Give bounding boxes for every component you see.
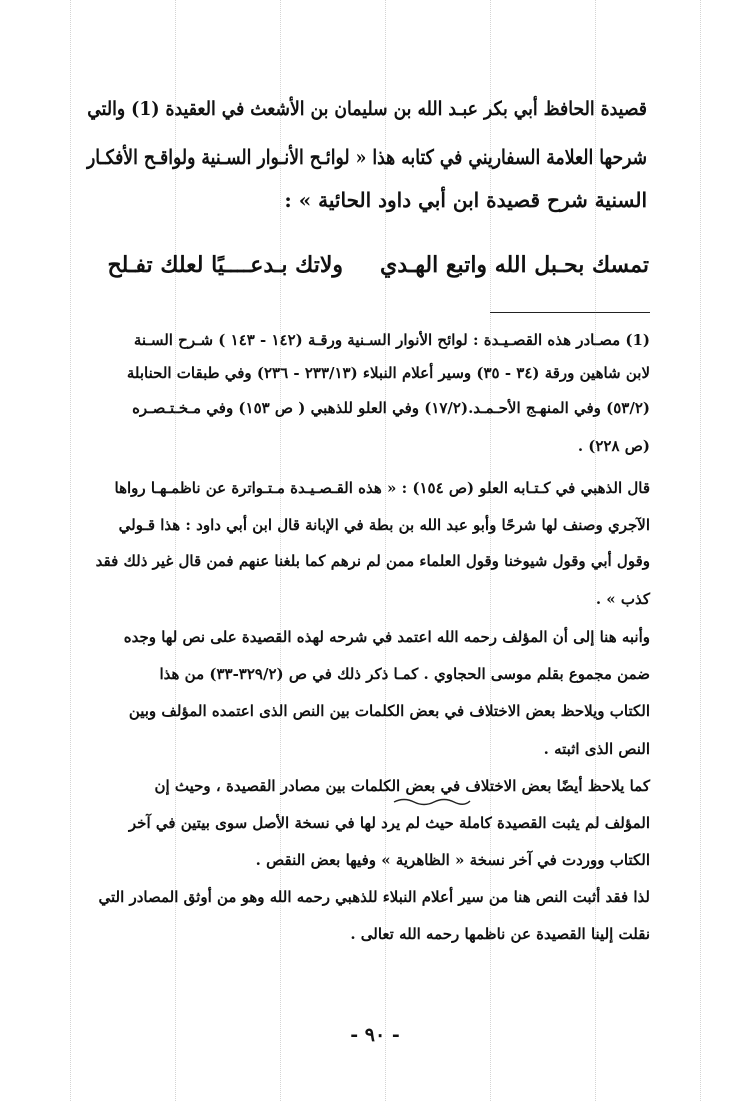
intro-line-1: قصيدة الحافظ أبي بكر عبـد الله بن سليمان بن الأشعث في العقيدة (1) والتي: [87, 98, 647, 120]
verse-right-hemistich: تمسك بحـبل الله واتبع الهـدي: [380, 252, 649, 278]
intro-line-3: السنية شرح قصيدة ابن أبي داود الحائية » :: [284, 188, 647, 212]
footnote-line: وقول أبي وقول شيوخنا وقول العلماء ممن لم نرهم كما بلغنا عنهم فمن قال غير ذلك فقد: [95, 552, 650, 570]
footnote-separator: [490, 312, 650, 313]
footnote-line: (1) مصـادر هذه القصـيـدة : لوائح الأنوار السـنية ورقـة (١٤٢ - ١٤٣ ) شـرح السـنة: [133, 331, 650, 349]
scan-guide: [70, 0, 71, 1101]
footnote-line: كذب » .: [595, 590, 650, 608]
page-number: - ٩٠ -: [350, 1024, 400, 1046]
footnote-line: قال الذهبي في كـتـابه العلو (ص ١٥٤) : « هذه القـصـيـدة مـتـواترة عن ناظمـهـا رواها: [114, 479, 650, 497]
footnote-line: (ص ٢٢٨) .: [577, 437, 650, 455]
footnote-line: (٥٣/٢) وفي المنهـج الأحـمـد.(١٧/٢) وفي العلو للذهبي ( ص ١٥٣) وفي مـخـتـصـره: [132, 399, 650, 417]
footnote-line: لابن شاهين ورقة (٣٤ - ٣٥) وسير أعلام النبلاء (٢٣٣/١٣ - ٢٣٦) وفي طبقات الحنابلة: [126, 364, 650, 382]
handwritten-underline-mark: [392, 796, 472, 806]
scan-guide: [700, 0, 701, 1101]
footnote-line: الآجري وصنف لها شرحًا وأبو عبد الله بن بطة في الإبانة قال ابن أبي داود : هذا قـولي: [118, 516, 650, 534]
footnote-line: المؤلف لم يثبت القصيدة كاملة حيث لم يرد لها في نسخة الأصل سوى بيتين في آخر: [128, 814, 650, 832]
footnote-line: لذا فقد أثبت النص هنا من سير أعلام النبلاء للذهبي رحمه الله وهو من أوثق المصادر التي: [98, 888, 650, 906]
footnote-line: الكتاب ويلاحظ بعض الاختلاف في بعض الكلمات بين النص الذى اعتمده المؤلف وبين: [128, 702, 650, 720]
verse-left-hemistich: ولاتك بـدعــــيًا لعلك تفـلح: [107, 252, 343, 278]
footnote-line: النص الذى اثبته .: [543, 740, 650, 758]
footnote-line: ضمن مجموع بقلم موسى الحجاوي . كمـا ذكر ذلك في ص (٣٢٩/٢-٣٣) من هذا: [159, 665, 650, 683]
footnote-line: وأنبه هنا إلى أن المؤلف رحمه الله اعتمد في شرحه لهذه القصيدة على نص لها وجده: [123, 628, 650, 646]
footnote-line: نقلت إلينا القصيدة عن ناظمها رحمه الله تعالى .: [350, 925, 650, 943]
footnote-line: الكتاب ووردت في آخر نسخة « الظاهرية » وفيها بعض النقص .: [255, 851, 650, 869]
footnote-line: كما يلاحظ أيضًا بعض الاختلاف في بعض الكلمات بين مصادر القصيدة ، وحيث إن: [154, 777, 650, 795]
intro-line-2: شرحها العلامة السفاريني في كتابه هذا « لوائـح الأنـوار السـنية ولواقـح الأفكـار: [86, 145, 647, 169]
